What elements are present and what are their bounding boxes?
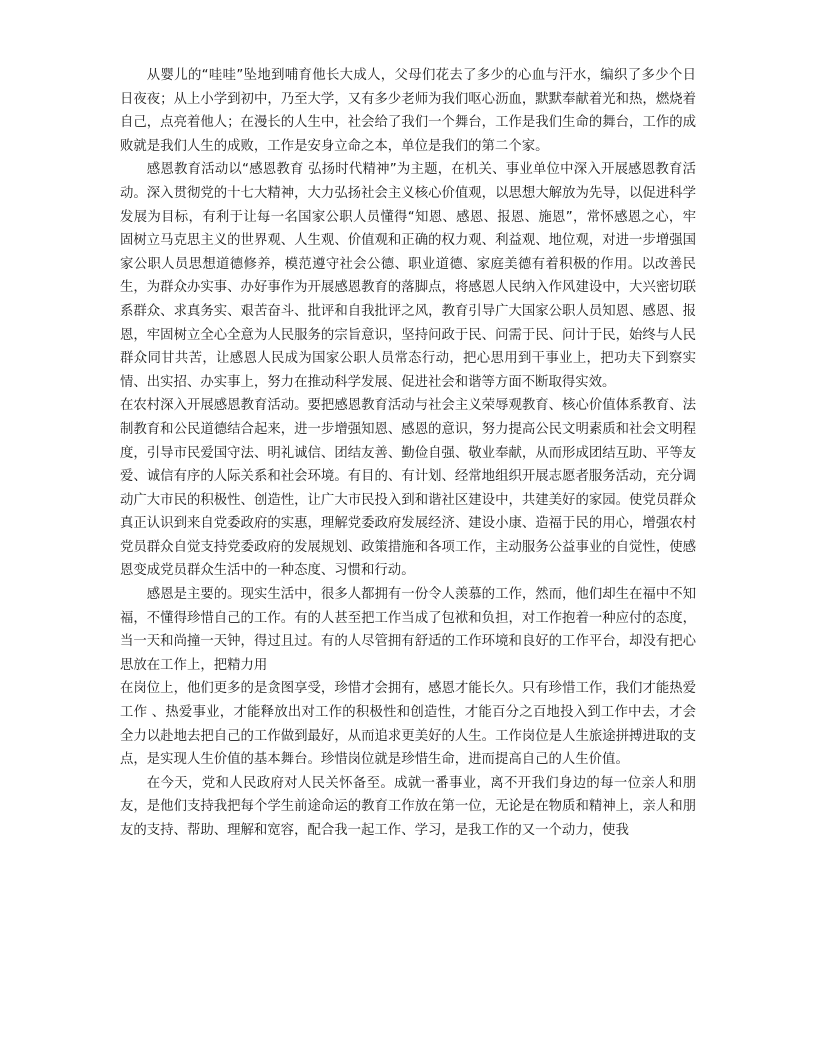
paragraph-parental-care: 从婴儿的“哇哇”坠地到哺育他长大成人，父母们花去了多少的心血与汗水，编织了多少个日日夜夜；从上小学到初中，乃至大学，又有多少老师为我们呕心沥血，默默奉献着光和热，燃烧着自己，点亮着他人；在漫长的人生中，社会给了我们一个舞台，工作是我们生命的舞台，工作的成败就是我们人生的成败，工作是安身立命之本，单位是我们的第二个家。 [120, 68, 696, 154]
document-body [120, 64, 696, 843]
paragraph-job-position-value: 在岗位上，他们更多的是贪图享受，珍惜才会拥有，感恩才能长久。只有珍惜工作，我们才能热爱工作 、热爱事业，才能释放出对工作的积极性和创造性，才能百分之百地投入到工作中去，才会全力以赴地去把自己的工作做到最好，从而追求更美好的人生。工作岗位是人生旅途拼搏进取的支点，是实现人生价值的基本舞台。珍惜岗位就是珍惜生命，进而提高自己的人生价值。 [120, 681, 696, 768]
paragraph-gratitude-education-rural: 在农村深入开展感恩教育活动。要把感恩教育活动与社会主义荣辱观教育、核心价值体系教育、法制教育和公民道德结合起来，进一步增强知恩、感恩的意识，努力提高公民文明素质和社会文明程度，引导市民爱国守法、明礼诚信、团结友善、勤俭自强、敬业奉献，从而形成团结互助、平等友爱、诚信有序的人际关系和社会环境。有目的、有计划、经常地组织开展志愿者服务活动，充分调动广大市民的积极性、创造性，让广大市民投入到和谐社区建设中，共建美好的家园。使党员群众真正认识到来自党委政府的实惠，理解党委政府发展经济、建设小康、造福于民的用心，增强农村党员群众自觉支持党委政府的发展规划、政策措施和各项工作，主动服务公益事业的自觉性，使感恩变成党员群众生活中的一种态度、习惯和行动。 [120, 398, 696, 579]
paragraph-family-friends-support: 在今天，党和人民政府对人民关怀备至。成就一番事业，离不开我们身边的每一位亲人和朋友，是他们支持我把每个学生前途命运的教育工作放在第一位，无论是在物质和精神上，亲人和朋友的支持、帮助、理解和宽容，配合我一起工作、学习，是我工作的又一个动力，使我 [120, 775, 696, 838]
paragraph-gratitude-education-institutions: 感恩教育活动以“感恩教育 弘扬时代精神”为主题，在机关、事业单位中深入开展感恩教育活动。深入贯彻党的十七大精神，大力弘扬社会主义核心价值观，以思想大解放为先导，以促进科学发展为目标，有利于让每一名国家公职人员懂得“知恩、感恩、报恩、施恩”，常怀感恩之心，牢固树立马克思主义的世界观、人生观、价值观和正确的权力观、利益观、地位观，对进一步增强国家公职人员思想道德修养，模范遵守社会公德、职业道德、家庭美德有着积极的作用。以改善民生，为群众办实事、办好事作为开展感恩教育的落脚点，将感恩人民纳入作风建设中，大兴密切联系群众、求真务实、艰苦奋斗、批评和自我批评之风，教育引导广大国家公职人员知恩、感恩、报恩，牢固树立全心全意为人民服务的宗旨意识，坚持问政于民、问需于民、问计于民，始终与人民群众同甘共苦，让感恩人民成为国家公职人员常态行动，把心思用到干事业上，把功夫下到察实情、出实招、办实事上，努力在推动科学发展、促进社会和谐等方面不断取得实效。 [120, 162, 696, 390]
paragraph-cherish-work: 感恩是主要的。现实生活中，很多人都拥有一份令人羡慕的工作，然而，他们却生在福中不知福，不懂得珍惜自己的工作。有的人甚至把工作当成了包袱和负担，对工作抱着一种应付的态度，当一天和尚撞一天钟，得过且过。有的人尽管拥有舒适的工作环境和良好的工作平台，却没有把心思放在工作上，把精力用 [120, 587, 696, 673]
